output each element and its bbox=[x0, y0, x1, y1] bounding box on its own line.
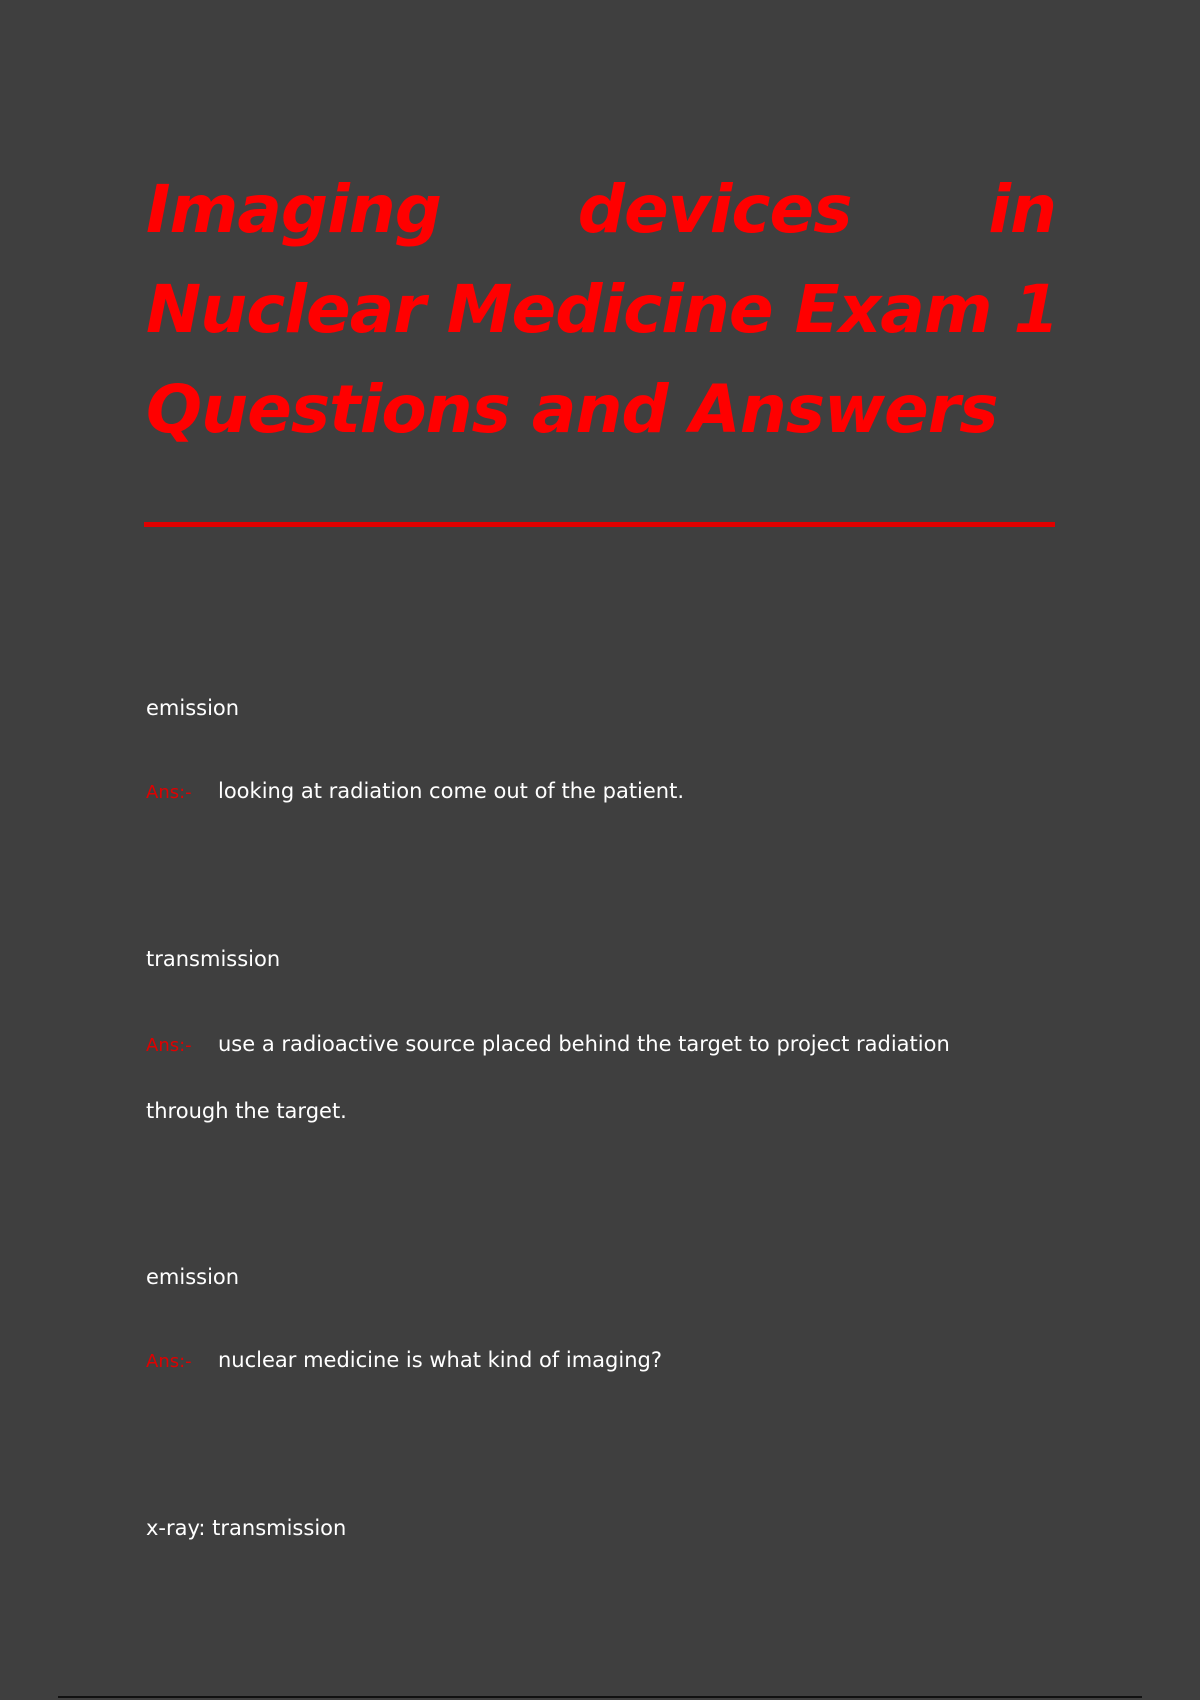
page-bottom-rule bbox=[58, 1696, 1142, 1698]
qa-answer-3 bbox=[146, 1346, 662, 1376]
qa-term-2: transmission bbox=[146, 947, 281, 971]
title-line-3: Questions and Answers bbox=[146, 371, 998, 448]
qa-answer-3-text: nuclear medicine is what kind of imaging? bbox=[218, 1348, 662, 1372]
title-word-devices: devices bbox=[577, 171, 852, 248]
title-line-2: Nuclear Medicine Exam 1 bbox=[146, 271, 1059, 348]
title-word-imaging: Imaging bbox=[146, 171, 441, 248]
document-title bbox=[146, 160, 1059, 460]
qa-answer-2-text: use a radioactive source placed behind the target to project radiation bbox=[218, 1032, 950, 1056]
qa-term-4: x-ray: transmission bbox=[146, 1516, 347, 1540]
qa-answer-2 bbox=[146, 1030, 950, 1060]
qa-answer-2-continued: through the target. bbox=[146, 1099, 347, 1123]
qa-term-1: emission bbox=[146, 696, 240, 720]
qa-answer-1 bbox=[146, 777, 684, 807]
qa-answer-1-text: looking at radiation come out of the patient. bbox=[218, 779, 685, 803]
ans-label-3: Ans:- bbox=[146, 1351, 192, 1372]
ans-label-1: Ans:- bbox=[146, 782, 192, 803]
title-line-1 bbox=[146, 160, 1056, 260]
title-word-in: in bbox=[988, 171, 1056, 248]
qa-term-3: emission bbox=[146, 1265, 240, 1289]
ans-label-2: Ans:- bbox=[146, 1035, 192, 1056]
title-divider bbox=[144, 522, 1055, 527]
